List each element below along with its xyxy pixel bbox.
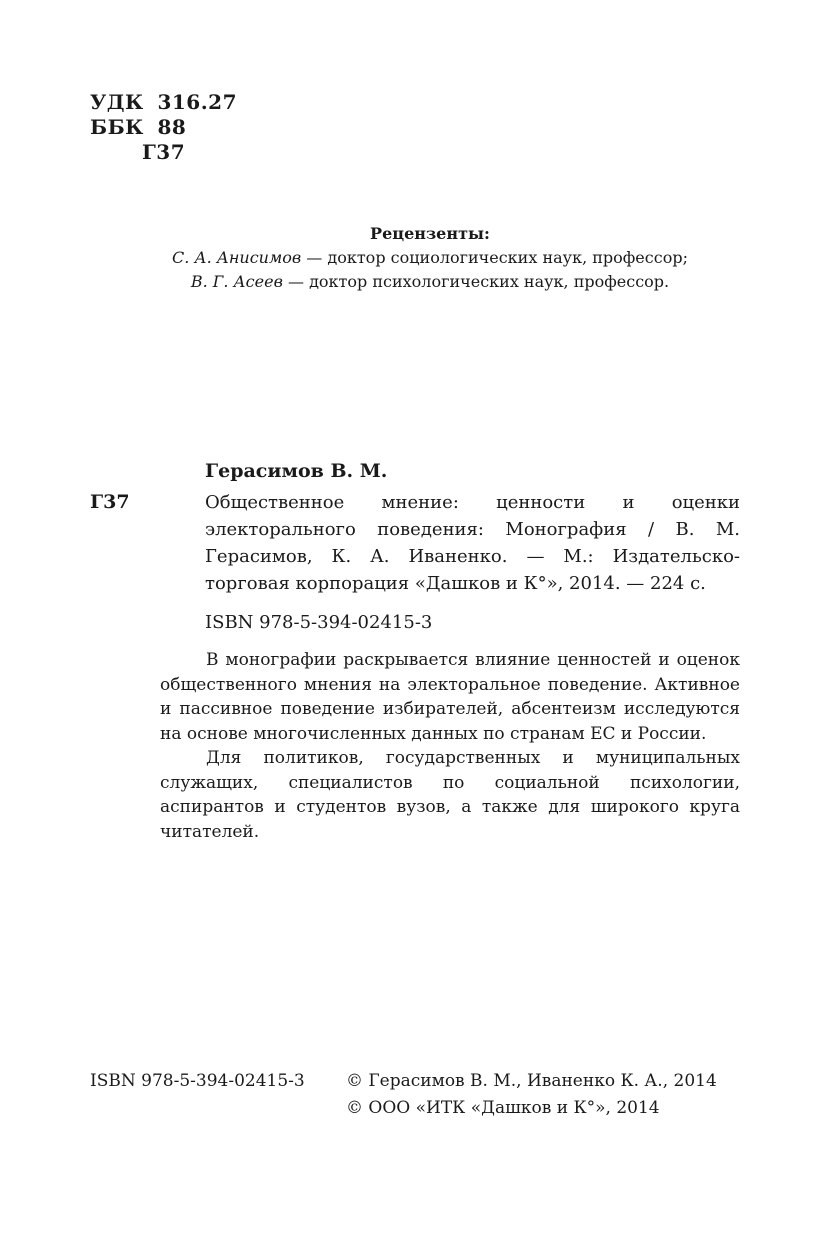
bbk-line: [90, 115, 237, 140]
footer-copyrights: [346, 1068, 717, 1122]
bbk-label: ББК: [90, 115, 144, 139]
entry-isbn: ISBN 978-5-394-02415-3: [205, 612, 433, 633]
reviewer-2-role: — доктор психологических наук, профессор.: [282, 272, 670, 291]
udk-label: УДК: [90, 90, 144, 114]
entry-author: Герасимов В. М.: [205, 460, 388, 482]
entry-description: Общественное мнение: ценности и оценки электорального поведения: Монография / В. М. Герасимов, К. А. Иваненко. — М.: Издательско-торговая корпорация «Дашков и К°», 2014. — 224 с.: [205, 492, 740, 594]
bbk-value: 88: [157, 115, 187, 139]
footer-isbn: ISBN 978-5-394-02415-3: [90, 1071, 305, 1091]
author-mark-top: Г37: [142, 140, 186, 164]
reviewer-1: [130, 246, 730, 270]
copyright-authors: © Герасимов В. М., Иваненко К. А., 2014: [346, 1071, 717, 1091]
annotation: [160, 648, 740, 844]
reviewer-2-name: В. Г. Асеев: [190, 272, 283, 291]
bibliographic-entry: [205, 458, 740, 636]
reviewers-block: [130, 222, 730, 294]
udk-line: [90, 90, 237, 115]
reviewer-2: [130, 270, 730, 294]
reviewer-1-name: С. А. Анисимов: [172, 248, 302, 267]
annotation-paragraph-2: Для политиков, государственных и муниципальных служащих, специалистов по социальной психологии, аспирантов и студентов вузов, а также для широкого круга читателей.: [160, 748, 740, 842]
annotation-paragraph-1: В монографии раскрывается влияние ценностей и оценок общественного мнения на электоральное поведение. Активное и пассивное поведение избирателей, абсентеизм исследуются на основе многочисленных данных по странам ЕС и России.: [160, 650, 740, 744]
entry-author-mark: Г37: [90, 491, 130, 513]
copyright-publisher: © ООО «ИТК «Дашков и К°», 2014: [346, 1098, 660, 1118]
udk-value: 316.27: [157, 90, 238, 114]
reviewer-1-role: — доктор социологических наук, профессор;: [301, 248, 688, 267]
classification-block: [90, 90, 237, 165]
reviewers-heading: Рецензенты:: [370, 224, 490, 243]
